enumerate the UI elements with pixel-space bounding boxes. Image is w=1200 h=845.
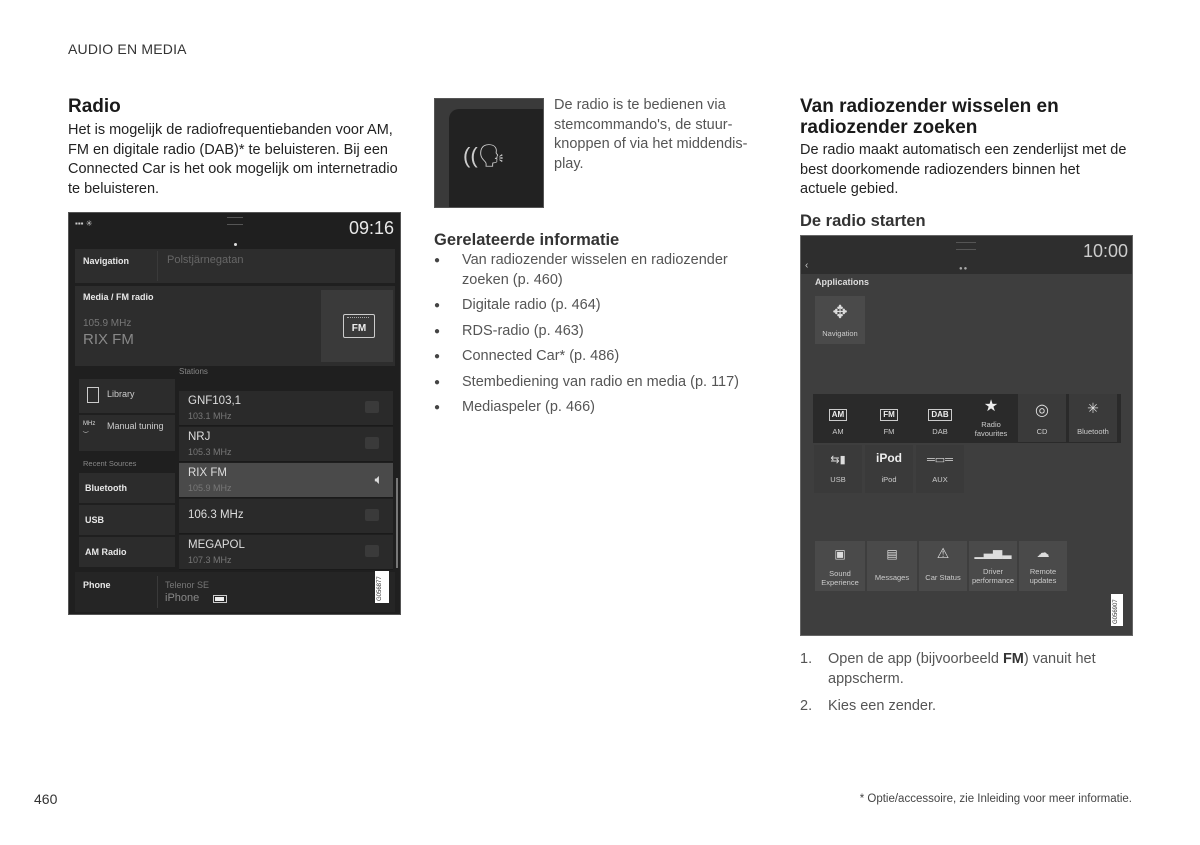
phone-tile[interactable] xyxy=(75,572,395,612)
source-usb[interactable]: USB xyxy=(79,505,175,535)
usb-icon: ⇆▮ xyxy=(830,454,846,466)
phone-label: Phone xyxy=(83,580,111,590)
applications-header: Applications xyxy=(815,277,870,287)
navigation-tile[interactable] xyxy=(75,249,395,283)
switch-station-paragraph: De radio maakt automatisch een zenderlijst met de best doorkomende radiozenders binnen het actuele gebied. xyxy=(800,142,1127,197)
favourite-icon[interactable] xyxy=(365,509,379,521)
app-dab[interactable]: DAB DAB xyxy=(916,394,964,442)
related-link[interactable]: ● RDS-radio (p. 463) xyxy=(434,322,764,342)
media-label: Media / FM radio xyxy=(83,292,154,302)
source-bluetooth[interactable]: Bluetooth xyxy=(79,473,175,503)
voice-control-icon: ((🗣︎ xyxy=(463,143,506,168)
radio-heading: Radio xyxy=(68,96,121,117)
related-link[interactable]: ● Connected Car* (p. 486) xyxy=(434,347,764,367)
library-label: Library xyxy=(107,389,135,399)
library-button[interactable] xyxy=(79,379,175,413)
step-item: 2. Kies een zender. xyxy=(800,698,937,714)
speaker-icon: ▣ xyxy=(834,547,846,561)
app-aux[interactable]: ═▭═ AUX xyxy=(916,445,964,493)
recent-sources-header: Recent Sources xyxy=(83,459,137,468)
favourite-icon[interactable] xyxy=(365,545,379,557)
scrollbar[interactable] xyxy=(396,478,398,568)
bluetooth-icon: ✳ xyxy=(1087,400,1099,416)
library-icon xyxy=(87,387,99,403)
phone-device: iPhone xyxy=(165,592,200,604)
manual-tuning-label: Manual tuning xyxy=(107,421,164,431)
image-code-tag: G056907 xyxy=(1111,594,1123,626)
signal-icon: ▪▪▪ ✳ xyxy=(75,219,93,228)
fm-radio-icon: FM xyxy=(865,404,913,422)
phone-carrier: Telenor SE xyxy=(165,580,210,590)
navigation-street: Polstjärnegatan xyxy=(167,254,244,266)
media-station: RIX FM xyxy=(83,331,134,348)
car-status-icon: ⚠ xyxy=(936,545,950,561)
station-row[interactable]: MEGAPOL 107.3 MHz xyxy=(179,535,393,570)
source-am-radio[interactable]: AM Radio xyxy=(79,537,175,567)
image-code-tag: G056877 xyxy=(375,571,389,603)
battery-icon xyxy=(213,595,227,603)
app-usb[interactable]: ⇆▮ USB xyxy=(814,445,862,493)
bar-chart-icon: ▁▃▅▂ xyxy=(974,545,1012,559)
radio-intro-paragraph: Het is mogelijk de radiofrequentiebanden voor AM, FM en digitale radio (DAB)* te beluisteren. Bij een Connected Car is het ook mogelijk om internetradio te beluisteren. xyxy=(68,122,398,197)
dab-radio-icon: DAB xyxy=(916,404,964,422)
station-row-active[interactable]: RIX FM 105.9 MHz 🔈︎ xyxy=(179,463,393,498)
station-row[interactable]: NRJ 105.3 MHz xyxy=(179,427,393,462)
station-row[interactable]: 106.3 MHz xyxy=(179,499,393,534)
cd-icon: ◎ xyxy=(1035,402,1049,419)
media-tile[interactable] xyxy=(75,286,395,366)
handle-icon xyxy=(227,217,243,225)
app-bluetooth[interactable]: ✳ Bluetooth xyxy=(1069,394,1117,442)
related-link[interactable]: ● Stembediening van radio en media (p. 117) xyxy=(434,373,764,393)
switch-station-heading: Van radiozender wisselen en radiozender zoeken xyxy=(800,96,1059,138)
clock: 09:16 xyxy=(348,218,394,238)
page-dots: ●● xyxy=(959,266,969,272)
related-link[interactable]: ● Mediaspeler (p. 466) xyxy=(434,398,764,418)
message-icon: ▤ xyxy=(886,547,898,561)
app-messages[interactable]: ▤ Messages xyxy=(867,541,917,591)
navigation-label: Navigation xyxy=(83,256,130,266)
handle-icon xyxy=(956,242,976,250)
step-item: 1. Open de app (bijvoorbeeld FM) vanuit het appscherm. xyxy=(800,651,1096,687)
app-radio-favourites[interactable]: ★ Radio favourites xyxy=(967,394,1015,442)
app-sound-experience[interactable]: ▣ Sound Experience xyxy=(815,541,865,591)
app-driver-performance[interactable]: ▁▃▅▂ Driver performance xyxy=(969,541,1017,591)
tuning-dial-icon: MHz ⏝ xyxy=(83,421,96,433)
cloud-download-icon: ☁ xyxy=(1036,545,1050,560)
ipod-icon: iPod xyxy=(876,451,902,465)
footnote: * Optie/accessoire, zie Inleiding voor meer informatie. xyxy=(859,793,1132,805)
media-frequency: 105.9 MHz xyxy=(83,318,132,329)
app-ipod[interactable]: iPod iPod xyxy=(865,445,913,493)
stations-header: Stations xyxy=(179,367,208,376)
app-remote-updates[interactable]: ☁ Remote updates xyxy=(1019,541,1067,591)
am-radio-icon: AM xyxy=(814,404,862,422)
app-cd[interactable]: ◎ CD xyxy=(1018,394,1066,442)
section-header: AUDIO EN MEDIA xyxy=(68,41,187,57)
app-car-status[interactable]: ⚠ Car Status xyxy=(919,541,967,591)
related-link[interactable]: ● Digitale radio (p. 464) xyxy=(434,296,764,316)
related-info-heading: Gerelateerde informatie xyxy=(434,231,620,249)
favourite-icon[interactable] xyxy=(365,437,379,449)
start-radio-heading: De radio starten xyxy=(800,212,926,230)
steps-list xyxy=(800,650,1130,717)
app-screen-image xyxy=(800,235,1133,636)
app-am[interactable]: AM AM xyxy=(814,394,862,442)
compass-icon: ✥ xyxy=(832,302,848,322)
related-link[interactable]: ● Van radiozender wisselen en radiozender zoeken (p. 460) xyxy=(434,251,764,290)
related-info-list xyxy=(434,251,764,424)
star-icon: ★ xyxy=(983,398,999,415)
speaker-icon: 🔈︎ xyxy=(374,471,383,487)
aux-icon: ═▭═ xyxy=(927,454,953,466)
page-dot xyxy=(234,243,237,246)
page-number: 460 xyxy=(34,791,58,807)
clock: 10:00 xyxy=(1082,241,1128,261)
app-navigation[interactable]: ✥ Navigation xyxy=(815,296,865,344)
voice-caption: De radio is te bedienen via stemcommando's, de stuurknoppen of via het middendisplay. xyxy=(554,97,748,172)
voice-button-image xyxy=(434,98,544,208)
station-row[interactable]: GNF103,1 103.1 MHz xyxy=(179,391,393,426)
favourite-icon[interactable] xyxy=(365,401,379,413)
fm-radio-icon[interactable]: FM xyxy=(321,290,393,362)
manual-tuning-button[interactable] xyxy=(79,415,175,451)
app-fm[interactable]: FM FM xyxy=(865,394,913,442)
back-icon[interactable]: ‹ xyxy=(805,260,809,271)
radio-screen-image xyxy=(68,212,401,615)
